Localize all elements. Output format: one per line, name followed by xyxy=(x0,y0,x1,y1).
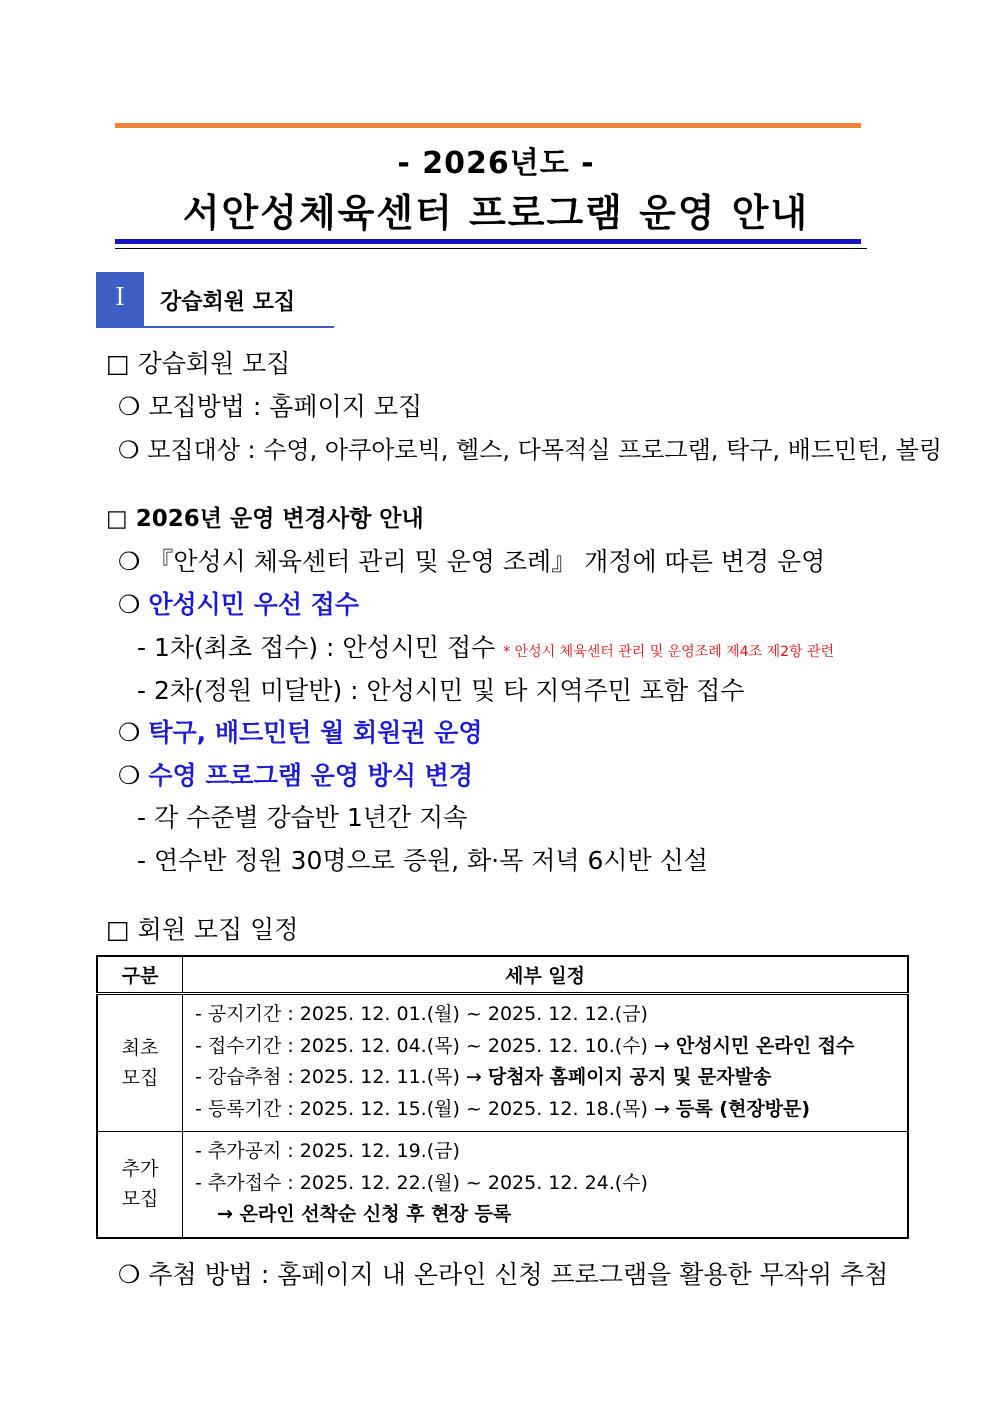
detail-line xyxy=(195,999,897,1031)
page-title: 서안성체육센터 프로그램 운영 안내 xyxy=(182,191,810,235)
changes-heading: □ 2026년 운영 변경사항 안내 xyxy=(106,506,424,532)
page-subtitle: - 2026년도 - xyxy=(397,146,595,181)
recruit-heading: □ 강습회원 모집 xyxy=(106,349,291,378)
recruit-target: ❍ 모집대상 : 수영, 아쿠아로빅, 헬스, 다목적실 프로그램, 탁구, 배드민턴, 볼링 xyxy=(118,436,942,464)
round1-note: * 안성시 체육센터 관리 및 운영조례 제4조 제2항 관련 xyxy=(503,644,835,660)
title-bottom-rule xyxy=(115,239,861,244)
detail-line xyxy=(195,1136,897,1168)
detail-text: - 추가접수 : 2025. 12. 22.(월) ~ 2025. 12. 24.(수) xyxy=(195,1171,648,1194)
schedule-header-row xyxy=(97,956,908,994)
detail-text: - 공지기간 : 2025. 12. 01.(월) ~ 2025. 12. 12.(금) xyxy=(195,1003,648,1025)
category-label: 추가 모집 xyxy=(121,1158,159,1211)
round1-text: - 1차(최초 접수) : 안성시민 접수 xyxy=(137,633,496,662)
section-underline xyxy=(96,326,334,328)
detail-bold: 당첨자 홈페이지 공지 및 문자발송 xyxy=(487,1066,772,1088)
ordinance-line: ❍ 『안성시 체육센터 관리 및 운영 조례』 개정에 따른 변경 운영 xyxy=(118,547,826,576)
detail-line xyxy=(195,1168,897,1200)
detail-line xyxy=(195,1062,897,1094)
recruit-method: ❍ 모집방법 : 홈페이지 모집 xyxy=(118,392,423,421)
table-row xyxy=(97,994,908,1132)
category-label: 최초 모집 xyxy=(121,1037,159,1089)
monthly-line xyxy=(118,713,482,749)
detail-text: - 접수기간 : 2025. 12. 04.(목) ~ 2025. 12. 10.(수) → xyxy=(195,1034,676,1057)
round1-line xyxy=(137,628,834,664)
detail-bold: → 온라인 선착순 신청 후 현장 등록 xyxy=(217,1203,512,1225)
round2-line: - 2차(정원 미달반) : 안성시민 및 타 지역주민 포함 접수 xyxy=(137,676,745,705)
monthly-text: 탁구, 배드민턴 월 회원권 운영 xyxy=(148,718,483,747)
detail-line xyxy=(195,1094,897,1126)
title-thin-rule xyxy=(115,248,867,249)
detail-text: - 등록기간 : 2025. 12. 15.(월) ~ 2025. 12. 18.(목) → xyxy=(195,1097,676,1120)
section-number-badge: I xyxy=(96,272,144,328)
priority-bullet: ❍ xyxy=(118,590,149,619)
lottery-line: ❍ 추첨 방법 : 홈페이지 내 온라인 신청 프로그램을 활용한 무작위 추첨 xyxy=(118,1260,889,1289)
detail-bold: 안성시민 온라인 접수 xyxy=(675,1034,855,1057)
first-category xyxy=(97,994,183,1132)
swim-detail-2: - 연수반 정원 30명으로 증원, 화·목 저녁 6시반 신설 xyxy=(137,846,708,875)
detail-text: - 추가공지 : 2025. 12. 19.(금) xyxy=(195,1140,460,1162)
detail-bold: 등록 (현장방문) xyxy=(675,1097,811,1120)
additional-details xyxy=(183,1132,909,1238)
swim-bullet: ❍ xyxy=(118,761,149,790)
swim-text: 수영 프로그램 운영 방식 변경 xyxy=(148,761,473,790)
swim-line xyxy=(118,756,473,792)
priority-text: 안성시민 우선 접수 xyxy=(148,590,359,619)
monthly-bullet: ❍ xyxy=(118,718,149,747)
header-category: 구분 xyxy=(97,956,183,994)
detail-text: - 강습추첨 : 2025. 12. 11.(목) → xyxy=(195,1066,488,1088)
swim-detail-1: - 각 수준별 강습반 1년간 지속 xyxy=(137,803,468,832)
header-detail: 세부 일정 xyxy=(183,956,909,994)
table-row xyxy=(97,1132,908,1238)
detail-line xyxy=(195,1031,897,1063)
schedule-table xyxy=(96,955,909,1239)
priority-line xyxy=(118,585,359,621)
detail-line xyxy=(195,1199,897,1231)
additional-category xyxy=(97,1132,183,1238)
first-details xyxy=(183,994,909,1132)
section-title: 강습회원 모집 xyxy=(160,290,296,315)
title-top-rule xyxy=(115,123,861,128)
schedule-heading: □ 회원 모집 일정 xyxy=(106,915,299,944)
